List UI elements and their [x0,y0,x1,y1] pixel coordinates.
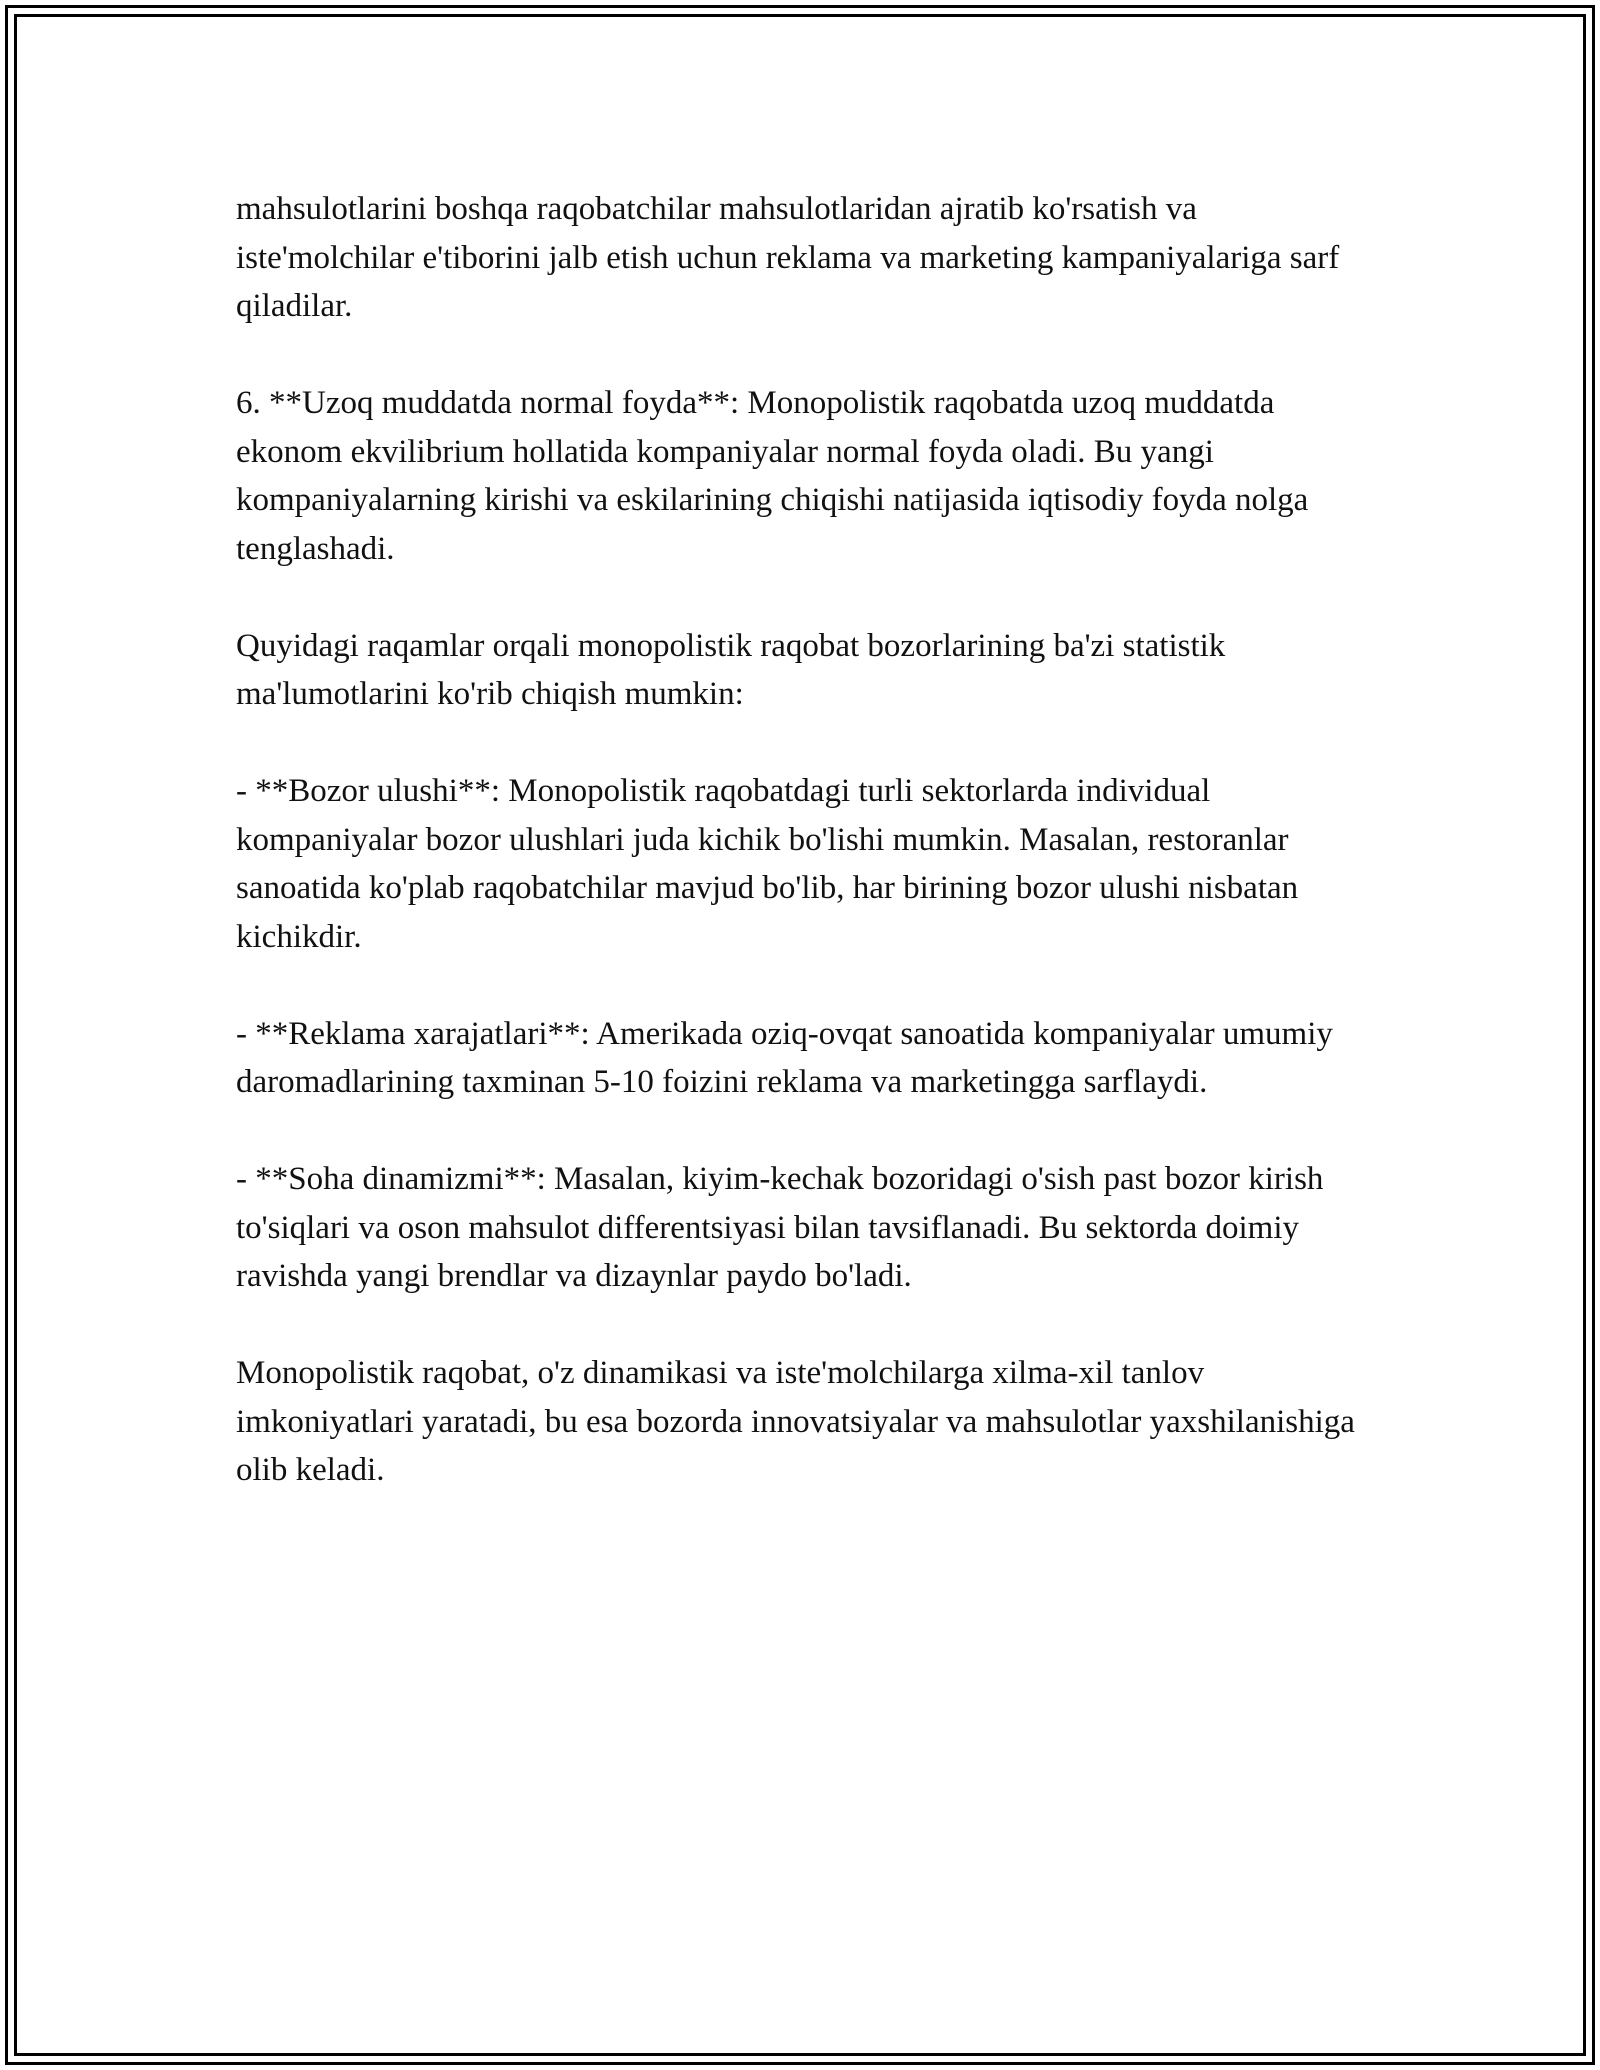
paragraph-market-share: - **Bozor ulushi**: Monopolistik raqobatdagi turli sektorlarda individual kompaniyalar bozor ulushlari juda kichik bo'lishi mumkin. Masalan, restoranlar sanoatida ko'plab raqobatchilar mavjud bo'lib, har birining bozor ulushi nisbatan kichikdir. [236,773,1299,955]
paragraph-continuation: mahsulotlarini boshqa raqobatchilar mahsulotlaridan ajratib ko'rsatish va iste'molchilar e'tiborini jalb etish uchun reklama va marketing kampaniyalariga sarf qiladilar. [236,191,1340,324]
paragraph-point-6: 6. **Uzoq muddatda normal foyda**: Monopolistik raqobatda uzoq muddatda ekonom ekvilibrium hollatida kompaniyalar normal foyda oladi. Bu yangi kompaniyalarning kirishi va eskilarining chiqishi natijasida iqtisodiy foyda nolga tenglashadi. [236,385,1309,567]
paragraph-statistics-intro: Quyidagi raqamlar orqali monopolistik raqobat bozorlarining ba'zi statistik ma'lumotlarini ko'rib chiqish mumkin: [236,627,1226,712]
paragraph-advertising-costs: - **Reklama xarajatlari**: Amerikada oziq-ovqat sanoatida kompaniyalar umumiy daromadlarining taxminan 5-10 foizini reklama va marketingga sarflaydi. [236,1015,1333,1100]
paragraph-industry-dynamism: - **Soha dinamizmi**: Masalan, kiyim-kechak bozoridagi o'sish past bozor kirish to'siqlari va oson mahsulot differentsiyasi bilan tavsiflanadi. Bu sektorda doimiy ravishda yangi brendlar va dizaynlar paydo bo'ladi. [236,1161,1324,1294]
paragraph-conclusion: Monopolistik raqobat, o'z dinamikasi va iste'molchilarga xilma-xil tanlov imkoniyatlari yaratadi, bu esa bozorda innovatsiyalar va mahsulotlar yaxshilanishiga olib keladi. [236,1355,1355,1488]
document-body [236,185,1366,1543]
